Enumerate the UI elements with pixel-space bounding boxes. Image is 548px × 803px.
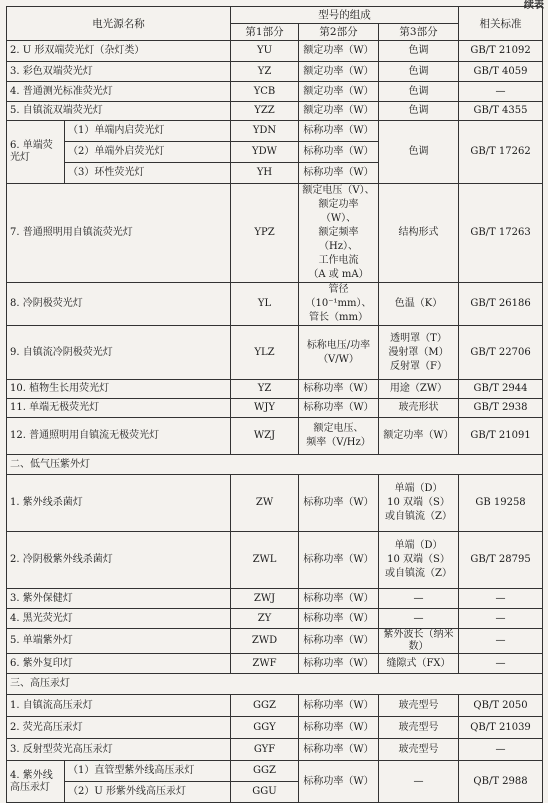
header-standard: 相关标准 bbox=[459, 7, 543, 41]
table-row: 9. 自镇流冷阴极荧光灯 YLZ 标称电压/功率 （V/W） 透明罩（T） 漫射罩（M） 反射罩（F） GB/T 22706 bbox=[7, 326, 543, 380]
section-title: 二、低气压紫外灯 bbox=[7, 455, 543, 475]
table-row: 4. 紫外线高压汞灯 （1）直管型紫外线高压汞灯 GGZ 标称功率（W） — QB/T 2988 bbox=[7, 761, 543, 782]
section-title: 三、高压汞灯 bbox=[7, 674, 543, 695]
table-row: 2. 冷阴极紫外线杀菌灯 ZWL 标称功率（W） 单端（D） 10 双端（S） 或自镇流（Z） GB/T 28795 bbox=[7, 532, 543, 589]
header-part2: 第2部分 bbox=[299, 24, 379, 41]
table-row: 11. 单端无极荧光灯 WJY 标称功率（W） 玻壳形状 GB/T 2938 bbox=[7, 399, 543, 418]
table-row: 5. 自镇流双端荧光灯 YZZ 额定功率（W） 色调 GB/T 4355 bbox=[7, 102, 543, 121]
table-row: 10. 植物生长用荧光灯 YZ 标称功率（W） 用途（ZW） GB/T 2944 bbox=[7, 380, 543, 399]
table-row: 4. 普通测光标准荧光灯 YCB 额定功率（W） 色调 — bbox=[7, 82, 543, 102]
table-row: 8. 冷阴极荧光灯 YL 管径（10⁻¹mm）、 管长（mm） 色温（K） GB/T 26186 bbox=[7, 283, 543, 326]
section-title-row bbox=[7, 455, 543, 475]
continued-mark: 续表 bbox=[524, 0, 544, 11]
header-composition: 型号的组成 bbox=[231, 7, 459, 24]
header-part3: 第3部分 bbox=[379, 24, 459, 41]
section-title-row bbox=[7, 674, 543, 695]
table-row: （2）U 形紫外线高压汞灯 GGU bbox=[7, 782, 543, 803]
table-row: 6. 单端荧光灯 （1）单端内启荧光灯 YDN 标称功率（W） 色调 GB/T 17262 bbox=[7, 121, 543, 142]
table-row: 5. 单端紫外灯 ZWD 标称功率（W） 紫外波长（纳米数） — bbox=[7, 629, 543, 654]
table-row: 12. 普通照明用自镇流无极荧光灯 WZJ 额定电压、 频率（V/Hz） 额定功率（W） GB/T 21091 bbox=[7, 418, 543, 455]
header-part1: 第1部分 bbox=[231, 24, 299, 41]
table-row: （2）单端外启荧光灯 YDW 标称功率（W） bbox=[7, 142, 543, 163]
table-row: 3. 反射型荧光高压汞灯 GYF 标称功率（W） 玻壳型号 — bbox=[7, 739, 543, 761]
table-row: 2. U 形双端荧光灯（杂灯类） YU 额定功率（W） 色调 GB/T 21092 bbox=[7, 41, 543, 62]
table-row: 3. 紫外保健灯 ZWJ 标称功率（W） — — bbox=[7, 589, 543, 609]
table-row: （3）环性荧光灯 YH 标称功率（W） bbox=[7, 163, 543, 184]
lamp-model-table bbox=[6, 6, 543, 803]
table-row: 7. 普通照明用自镇流荧光灯 YPZ 额定电压（V）、 额定功率（W）、 额定频率（Hz）、 工作电流 （A 或 mA） 结构形式 GB/T 17263 bbox=[7, 184, 543, 283]
table-row: 1. 自镇流高压汞灯 GGZ 标称功率（W） 玻壳型号 QB/T 2050 bbox=[7, 695, 543, 717]
table-row: 1. 紫外线杀菌灯 ZW 标称功率（W） 单端（D） 10 双端（S） 或自镇流（Z） GB 19258 bbox=[7, 475, 543, 532]
table-row: 6. 紫外复印灯 ZWF 标称功率（W） 缝隙式（FX） — bbox=[7, 654, 543, 674]
table-row: 4. 黑光荧光灯 ZY 标称功率（W） — — bbox=[7, 609, 543, 629]
table-row: 3. 彩色双端荧光灯 YZ 额定功率（W） 色调 GB/T 4059 bbox=[7, 62, 543, 82]
header-name: 电光源名称 bbox=[7, 7, 231, 41]
table-row: 2. 荧光高压汞灯 GGY 标称功率（W） 玻壳型号 QB/T 21039 bbox=[7, 717, 543, 739]
